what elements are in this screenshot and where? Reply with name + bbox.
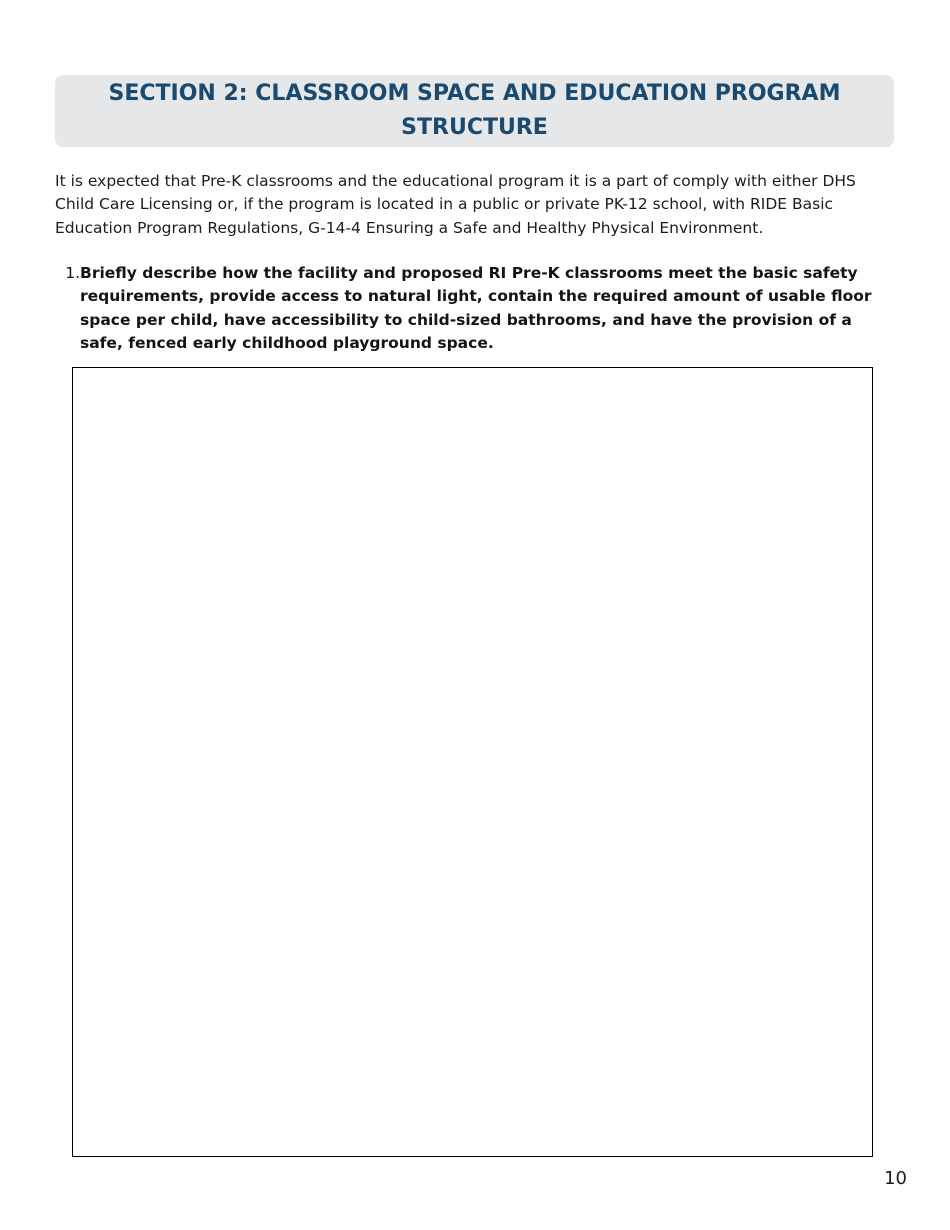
question-item bbox=[55, 262, 887, 355]
question-text: Briefly describe how the facility and proposed RI Pre-K classrooms meet the basic safety requirements, provide access to natural light, contain the required amount of usable floor space per child, have accessibility to child-sized bathrooms, and have the provision of a safe, fenced early childhood playground space. bbox=[80, 264, 872, 352]
section-title: SECTION 2: CLASSROOM SPACE AND EDUCATION PROGRAM STRUCTURE bbox=[108, 81, 841, 140]
section-header bbox=[55, 75, 894, 147]
question-number: 1. bbox=[65, 264, 80, 282]
answer-text-box[interactable] bbox=[72, 367, 873, 1157]
page-number: 10 bbox=[884, 1168, 907, 1189]
intro-paragraph: It is expected that Pre-K classrooms and the educational program it is a part of comply with either DHS Child Care Licensing or, if the program is located in a public or private PK-12 school, with RIDE Basic Education Program Regulations, G-14-4 Ensuring a Safe and Healthy Physical Environment. bbox=[55, 172, 856, 237]
